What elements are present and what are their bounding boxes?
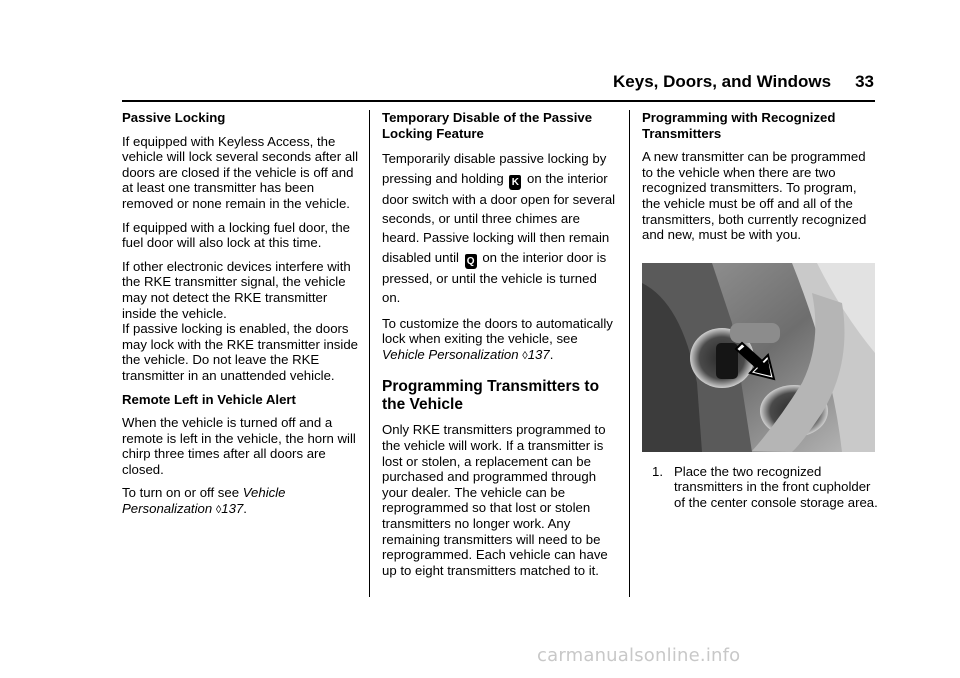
unlock-key-icon: K — [509, 175, 521, 190]
page-ref-number[interactable]: 137 — [527, 346, 550, 362]
header-rule — [122, 100, 875, 102]
page-ref-icon: ◊ — [215, 504, 222, 517]
paragraph: A new transmitter can be programmed to the vehicle when there are two recognized transmitters. To program, the vehicle must be off and all of the transmitters, both currently recognized and new, must be with you. — [642, 149, 867, 243]
cross-reference-link[interactable]: Vehicle Personalization — [382, 346, 519, 362]
text: . — [549, 346, 554, 362]
text: on the interior door is pressed, or until the vehicle is turned on. — [382, 249, 607, 306]
cupholder-photo — [642, 263, 875, 452]
paragraph — [122, 485, 358, 518]
heading-passive-locking: Passive Locking — [122, 110, 226, 125]
column-1 — [122, 110, 358, 527]
page-number: 33 — [855, 72, 874, 91]
column-divider-1 — [369, 110, 370, 597]
lock-key-icon: Q — [465, 254, 477, 269]
page-header — [613, 72, 874, 92]
text: Temporarily disable passive locking by pressing and holding — [382, 151, 607, 186]
paragraph: If equipped with Keyless Access, the vehicle will lock several seconds after all doors are closed if the vehicle is off and at least one transmitter has been removed or none remain in the vehicle. — [122, 133, 359, 211]
column-divider-2 — [629, 110, 630, 597]
chapter-title: Keys, Doors, and Windows — [613, 72, 832, 91]
step-number: 1. — [652, 463, 663, 479]
column-3 — [642, 110, 878, 511]
paragraph: When the vehicle is turned off and a remote is left in the vehicle, the horn will chirp three times after all doors are closed. — [122, 415, 356, 477]
column-2 — [382, 110, 618, 586]
text: To turn on or off see — [122, 485, 243, 501]
numbered-step — [642, 464, 878, 511]
text: To customize the doors to automatically lock when exiting the vehicle, see — [382, 315, 613, 347]
step-text: Place the two recognized transmitters in the front cupholder of the center console storage area. — [674, 463, 878, 510]
section-title: Programming Transmitters to the Vehicle — [382, 378, 600, 414]
cross-reference-link[interactable]: Vehicle Personalization — [122, 485, 286, 517]
paragraph: If equipped with a locking fuel door, the fuel door will also lock at this time. — [122, 219, 351, 251]
paragraph: If passive locking is enabled, the doors may lock with the RKE transmitter inside the vehicle. Do not leave the RKE transmitter in an unattended vehicle. — [122, 321, 358, 383]
page-ref-icon: ◊ — [522, 349, 528, 362]
heading-remote-left-alert: Remote Left in Vehicle Alert — [122, 391, 296, 407]
heading-programming-recognized: Programming with Recognized Transmitters — [642, 110, 836, 141]
page-ref-number[interactable]: 137 — [221, 501, 244, 517]
paragraph: If other electronic devices interfere with the RKE transmitter signal, the vehicle may not detect the RKE transmitter inside the vehicle. — [122, 258, 351, 321]
paragraph — [382, 316, 618, 365]
text: . — [243, 501, 247, 517]
watermark: carmanualsonline.info — [537, 645, 741, 666]
paragraph: Only RKE transmitters programmed to the vehicle will work. If a transmitter is lost or stolen, a replacement can be purchased and programmed through your dealer. The vehicle can be reprogrammed so that lost or stolen transmitters no longer work. Any remaining transmitters will need to be reprogrammed. Each vehicle can have up to eight transmitters matched to it. — [382, 422, 608, 578]
text: on the interior door switch with a door open for several seconds, or until three chimes are heard. Passive locking will then remain disabled until — [382, 170, 616, 265]
heading-temporary-disable: Temporary Disable of the Passive Locking Feature — [382, 110, 593, 141]
paragraph — [382, 149, 618, 307]
